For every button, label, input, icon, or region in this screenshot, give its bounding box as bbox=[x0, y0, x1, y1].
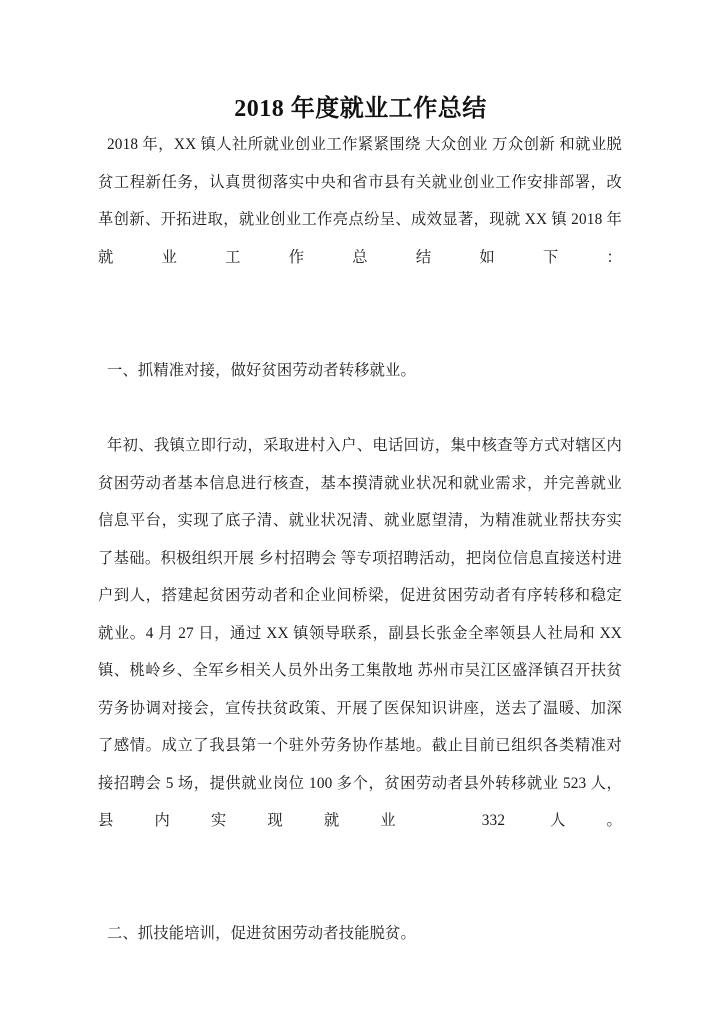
document-title: 2018 年度就业工作总结 bbox=[234, 96, 487, 122]
paragraph-gap bbox=[98, 877, 622, 915]
document-body bbox=[98, 126, 622, 953]
paragraph-gap bbox=[98, 389, 622, 427]
paragraph-intro: 2018 年，XX 镇人社所就业创业工作紧紧围绕 大众创业 万众创新 和就业脱贫工程新任务，认真贯彻落实中央和省市县有关就业创业工作安排部署，改革创新、开拓进取，就业创业工作亮点纷呈、成效显著，现就 XX 镇 2018 年就业工作总结如下： bbox=[98, 136, 622, 266]
section-heading-2: 二、抓技能培训，促进贫困劳动者技能脱贫。 bbox=[107, 925, 416, 942]
paragraph-gap bbox=[98, 314, 622, 352]
section-heading-1: 一、抓精准对接，做好贫困劳动者转移就业。 bbox=[107, 361, 416, 379]
paragraph-section-1-body: 年初、我镇立即行动，采取进村入户、电话回访，集中核查等方式对辖区内贫困劳动者基本信息进行核查，基本摸清就业状况和就业需求，并完善就业信息平台，实现了底子清、就业状况清、就业愿望清，为精准就业帮扶夯实了基础。积极组织开展 乡村招聘会 等专项招聘活动，把岗位信息直接送村进户到人，搭建起贫困劳动者和企业间桥梁，促进贫困劳动者有序转移和稳定就业。4 月 27 日，通过 XX 镇领导联系，副县长张金全率领县人社局和 XX 镇、桃岭乡、全军乡相关人员外出务工集散地 苏州市吴江区盛泽镇召开扶贫劳务协调对接会，宣传扶贫政策、开展了医保知识讲座，送去了温暖、加深了感情。成立了我县第一个驻外劳务协作基地。截止目前已组织各类精准对接招聘会 5 场，提供就业岗位 100 多个，贫困劳动者县外转移就业 523 人，县内实现就业 332 人。 bbox=[98, 437, 622, 829]
